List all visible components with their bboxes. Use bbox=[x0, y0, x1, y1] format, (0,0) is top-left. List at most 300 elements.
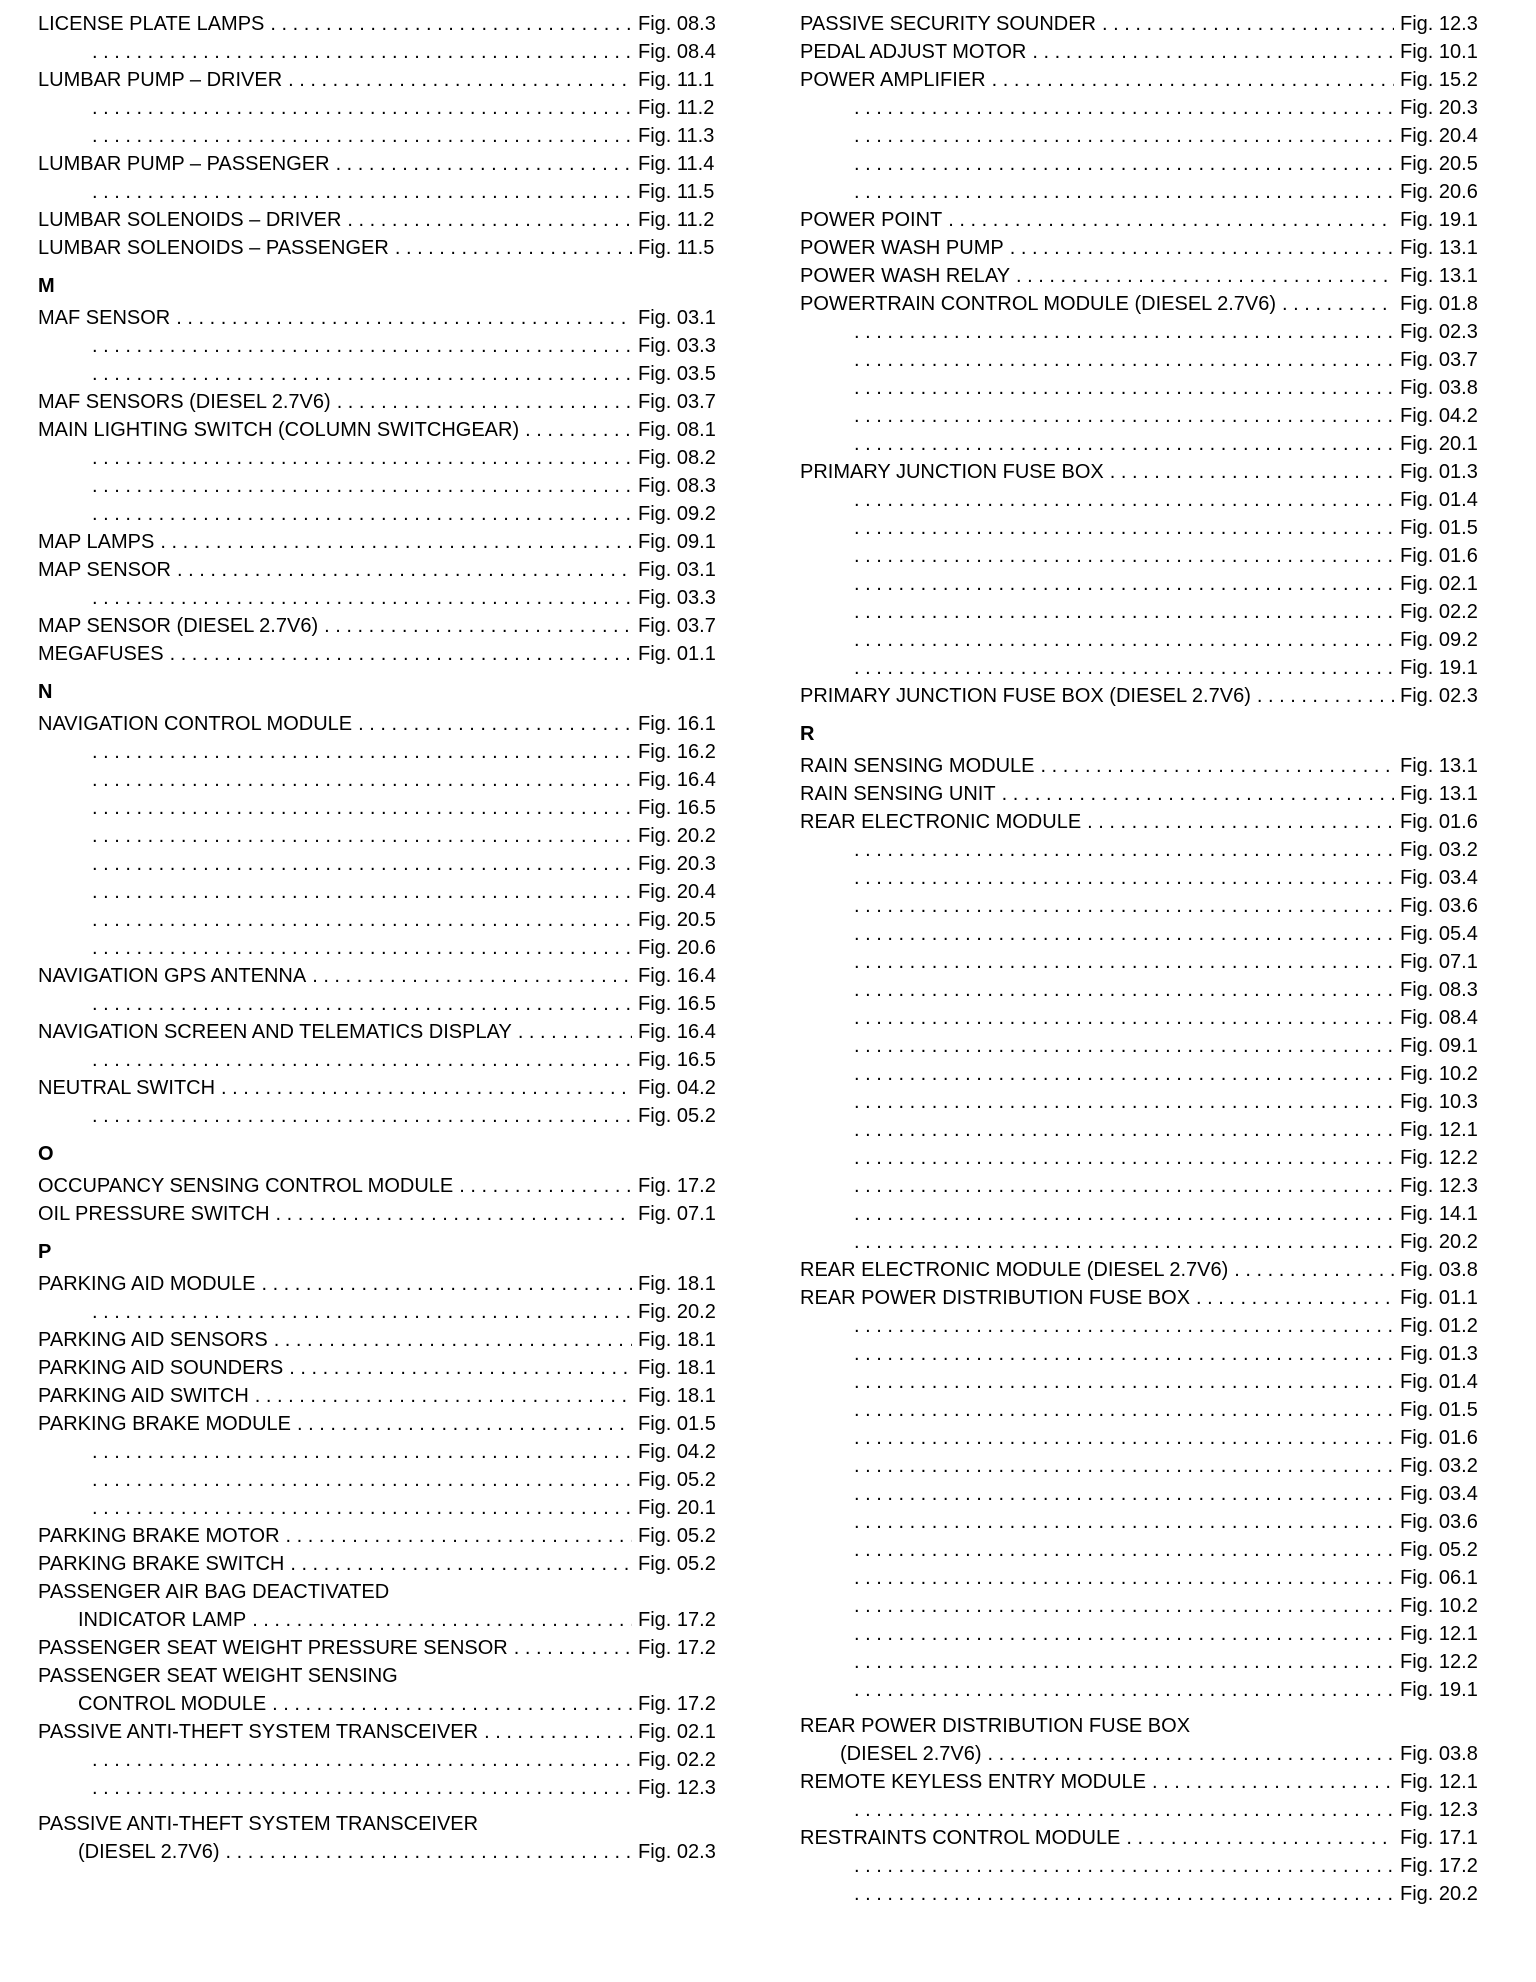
entry-name: POWER WASH RELAY bbox=[800, 265, 1011, 287]
dot-leader bbox=[514, 1634, 632, 1662]
dot-leader bbox=[358, 710, 632, 738]
figure-reference: Fig. 05.2 bbox=[638, 1553, 716, 1575]
figure-reference: Fig. 03.8 bbox=[1400, 377, 1478, 399]
figure-reference: Fig. 11.5 bbox=[638, 181, 715, 203]
entry-name: NAVIGATION SCREEN AND TELEMATICS DISPLAY bbox=[38, 1021, 512, 1043]
figure-reference: Fig. 03.4 bbox=[1400, 1483, 1478, 1505]
entry-name: LUMBAR PUMP – DRIVER bbox=[38, 69, 283, 91]
entry-name: POWER AMPLIFIER bbox=[800, 69, 986, 91]
figure-reference: Fig. 12.3 bbox=[1400, 13, 1478, 35]
dot-leader bbox=[854, 1368, 1394, 1396]
figure-reference: Fig. 20.6 bbox=[1400, 181, 1478, 203]
dot-leader bbox=[854, 486, 1394, 514]
index-continuation-row bbox=[38, 822, 724, 850]
index-continuation-row bbox=[38, 122, 724, 150]
index-entry-row bbox=[800, 1740, 1486, 1768]
dot-leader bbox=[92, 122, 632, 150]
dot-leader bbox=[854, 1200, 1394, 1228]
dot-leader bbox=[1102, 10, 1394, 38]
figure-reference: Fig. 03.8 bbox=[1400, 1743, 1478, 1765]
dot-leader bbox=[1040, 752, 1394, 780]
figure-reference: Fig. 05.2 bbox=[638, 1105, 716, 1127]
figure-reference: Fig. 17.2 bbox=[1400, 1855, 1478, 1877]
index-continuation-row bbox=[38, 766, 724, 794]
figure-reference: Fig. 13.1 bbox=[1400, 783, 1478, 805]
entry-name: PASSENGER SEAT WEIGHT PRESSURE SENSOR bbox=[38, 1637, 508, 1659]
entry-name: REAR ELECTRONIC MODULE (DIESEL 2.7V6) bbox=[800, 1259, 1229, 1281]
dot-leader bbox=[854, 1880, 1394, 1908]
index-continuation-row bbox=[38, 1466, 724, 1494]
dot-leader bbox=[92, 850, 632, 878]
dot-leader bbox=[92, 360, 632, 388]
figure-reference: Fig. 20.6 bbox=[638, 937, 716, 959]
index-continuation-row bbox=[38, 906, 724, 934]
dot-leader bbox=[854, 122, 1394, 150]
dot-leader bbox=[92, 878, 632, 906]
dot-leader bbox=[854, 1592, 1394, 1620]
dot-leader bbox=[854, 1676, 1394, 1704]
dot-leader bbox=[854, 1004, 1394, 1032]
figure-reference: Fig. 12.3 bbox=[638, 1777, 716, 1799]
dot-leader bbox=[854, 1852, 1394, 1880]
entry-name: MAF SENSORS (DIESEL 2.7V6) bbox=[38, 391, 331, 413]
entry-name: PASSIVE ANTI-THEFT SYSTEM TRANSCEIVER bbox=[38, 1813, 479, 1835]
index-continuation-row bbox=[800, 1116, 1486, 1144]
dot-leader bbox=[170, 640, 632, 668]
dot-leader bbox=[854, 892, 1394, 920]
figure-reference: Fig. 20.3 bbox=[638, 853, 716, 875]
index-entry-row bbox=[800, 234, 1486, 262]
dot-leader bbox=[1002, 780, 1394, 808]
figure-reference: Fig. 02.3 bbox=[1400, 321, 1478, 343]
index-continuation-row bbox=[38, 794, 724, 822]
figure-reference: Fig. 03.3 bbox=[638, 587, 716, 609]
dot-leader bbox=[854, 1144, 1394, 1172]
index-continuation-row bbox=[800, 1880, 1486, 1908]
dot-leader bbox=[854, 1116, 1394, 1144]
figure-reference: Fig. 11.2 bbox=[638, 209, 715, 231]
figure-reference: Fig. 01.8 bbox=[1400, 293, 1478, 315]
dot-leader bbox=[1234, 1256, 1394, 1284]
index-entry-row bbox=[800, 38, 1486, 66]
figure-reference: Fig. 13.1 bbox=[1400, 237, 1478, 259]
figure-reference: Fig. 03.2 bbox=[1400, 1455, 1478, 1477]
figure-reference: Fig. 05.2 bbox=[1400, 1539, 1478, 1561]
index-continuation-row bbox=[38, 934, 724, 962]
figure-reference: Fig. 20.4 bbox=[1400, 125, 1478, 147]
figure-reference: Fig. 01.2 bbox=[1400, 1315, 1478, 1337]
index-entry-row bbox=[800, 808, 1486, 836]
figure-reference: Fig. 04.2 bbox=[638, 1077, 716, 1099]
figure-reference: Fig. 17.2 bbox=[638, 1175, 716, 1197]
figure-reference: Fig. 17.1 bbox=[1400, 1827, 1478, 1849]
dot-leader bbox=[297, 1410, 632, 1438]
index-continuation-row bbox=[800, 1032, 1486, 1060]
index-continuation-row bbox=[800, 920, 1486, 948]
figure-reference: Fig. 19.1 bbox=[1400, 1679, 1478, 1701]
dot-leader bbox=[1010, 234, 1394, 262]
index-continuation-row bbox=[38, 94, 724, 122]
index-entry-row bbox=[800, 10, 1486, 38]
index-continuation-row bbox=[38, 1438, 724, 1466]
dot-leader bbox=[1152, 1768, 1394, 1796]
index-entry-row bbox=[38, 1270, 724, 1298]
section-letter-n: N bbox=[38, 681, 53, 703]
figure-reference: Fig. 08.4 bbox=[638, 41, 716, 63]
dot-leader bbox=[92, 1774, 632, 1802]
entry-name: RESTRAINTS CONTROL MODULE bbox=[800, 1827, 1121, 1849]
index-continuation-row bbox=[800, 1424, 1486, 1452]
figure-reference: Fig. 10.1 bbox=[1400, 41, 1478, 63]
index-entry-row bbox=[38, 1522, 724, 1550]
index-continuation-row bbox=[800, 1852, 1486, 1880]
figure-reference: Fig. 09.2 bbox=[1400, 629, 1478, 651]
figure-reference: Fig. 12.1 bbox=[1400, 1623, 1478, 1645]
index-continuation-row bbox=[800, 374, 1486, 402]
figure-reference: Fig. 10.2 bbox=[1400, 1595, 1478, 1617]
entry-name: PASSENGER AIR BAG DEACTIVATED bbox=[38, 1581, 390, 1603]
index-entry-row bbox=[38, 304, 724, 332]
figure-reference: Fig. 11.3 bbox=[638, 125, 715, 147]
index-entry-row bbox=[800, 1256, 1486, 1284]
index-continuation-row bbox=[800, 864, 1486, 892]
index-continuation-row bbox=[800, 1564, 1486, 1592]
index-continuation-row bbox=[38, 1102, 724, 1130]
dot-leader bbox=[1126, 1824, 1394, 1852]
figure-reference: Fig. 01.3 bbox=[1400, 1343, 1478, 1365]
dot-leader bbox=[395, 234, 632, 262]
dot-leader bbox=[854, 654, 1394, 682]
dot-leader bbox=[324, 612, 632, 640]
index-continuation-row bbox=[800, 486, 1486, 514]
index-continuation-row bbox=[38, 38, 724, 66]
dot-leader bbox=[312, 962, 632, 990]
figure-reference: Fig. 20.2 bbox=[1400, 1231, 1478, 1253]
dot-leader bbox=[854, 1480, 1394, 1508]
index-continuation-row bbox=[38, 444, 724, 472]
figure-reference: Fig. 12.2 bbox=[1400, 1651, 1478, 1673]
index-entry-row bbox=[38, 1838, 724, 1866]
dot-leader bbox=[347, 206, 632, 234]
index-continuation-row bbox=[800, 976, 1486, 1004]
index-entry-row bbox=[800, 262, 1486, 290]
figure-reference: Fig. 01.1 bbox=[638, 643, 716, 665]
dot-leader bbox=[854, 1172, 1394, 1200]
dot-leader bbox=[854, 626, 1394, 654]
dot-leader bbox=[854, 374, 1394, 402]
dot-leader bbox=[92, 444, 632, 472]
figure-reference: Fig. 17.2 bbox=[638, 1693, 716, 1715]
entry-spacer bbox=[38, 1802, 724, 1810]
index-entry-row bbox=[38, 1718, 724, 1746]
entry-name: REAR POWER DISTRIBUTION FUSE BOX bbox=[800, 1715, 1191, 1737]
figure-reference: Fig. 02.3 bbox=[1400, 685, 1478, 707]
entry-name: POWER POINT bbox=[800, 209, 943, 231]
index-entry-row bbox=[38, 1326, 724, 1354]
figure-reference: Fig. 03.6 bbox=[1400, 1511, 1478, 1533]
entry-name: PARKING AID MODULE bbox=[38, 1273, 256, 1295]
index-continuation-row bbox=[800, 402, 1486, 430]
dot-leader bbox=[176, 304, 632, 332]
index-continuation-row bbox=[800, 150, 1486, 178]
index-continuation-row bbox=[800, 430, 1486, 458]
figure-reference: Fig. 06.1 bbox=[1400, 1567, 1478, 1589]
figure-reference: Fig. 20.2 bbox=[1400, 1883, 1478, 1905]
index-continuation-row bbox=[38, 1298, 724, 1326]
index-continuation-row bbox=[800, 318, 1486, 346]
entry-name: REMOTE KEYLESS ENTRY MODULE bbox=[800, 1771, 1147, 1793]
figure-reference: Fig. 02.3 bbox=[638, 1841, 716, 1863]
figure-reference: Fig. 04.2 bbox=[638, 1441, 716, 1463]
index-continuation-row bbox=[800, 1340, 1486, 1368]
index-continuation-row bbox=[38, 332, 724, 360]
entry-name: NEUTRAL SWITCH bbox=[38, 1077, 216, 1099]
figure-reference: Fig. 20.1 bbox=[638, 1497, 716, 1519]
index-entry-row bbox=[38, 1634, 724, 1662]
index-continuation-row bbox=[38, 472, 724, 500]
index-entry-row bbox=[800, 1284, 1486, 1312]
entry-name: MAP LAMPS bbox=[38, 531, 155, 553]
index-continuation-row bbox=[38, 1046, 724, 1074]
dot-leader bbox=[854, 1228, 1394, 1256]
index-entry-row bbox=[38, 640, 724, 668]
dot-leader bbox=[290, 1550, 632, 1578]
index-continuation-row bbox=[800, 1796, 1486, 1824]
figure-reference: Fig. 16.1 bbox=[638, 713, 716, 735]
figure-reference: Fig. 12.3 bbox=[1400, 1799, 1478, 1821]
index-entry-row bbox=[38, 1200, 724, 1228]
dot-leader bbox=[92, 1746, 632, 1774]
index-continuation-row bbox=[800, 1312, 1486, 1340]
dot-leader bbox=[1016, 262, 1394, 290]
dot-leader bbox=[92, 1102, 632, 1130]
index-continuation-row bbox=[800, 836, 1486, 864]
figure-reference: Fig. 07.1 bbox=[638, 1203, 716, 1225]
dot-leader bbox=[92, 332, 632, 360]
dot-leader bbox=[226, 1838, 632, 1866]
figure-reference: Fig. 01.4 bbox=[1400, 1371, 1478, 1393]
index-continuation-row bbox=[800, 1508, 1486, 1536]
index-continuation-row bbox=[38, 1774, 724, 1802]
index-entry-row bbox=[38, 1550, 724, 1578]
dot-leader bbox=[270, 10, 632, 38]
figure-reference: Fig. 01.3 bbox=[1400, 461, 1478, 483]
dot-leader bbox=[854, 514, 1394, 542]
dot-leader bbox=[221, 1074, 632, 1102]
index-continuation-row bbox=[800, 1368, 1486, 1396]
figure-reference: Fig. 01.6 bbox=[1400, 811, 1478, 833]
index-continuation-row bbox=[38, 584, 724, 612]
index-continuation-row bbox=[800, 1536, 1486, 1564]
entry-name: MAP SENSOR (DIESEL 2.7V6) bbox=[38, 615, 319, 637]
index-continuation-row bbox=[800, 1452, 1486, 1480]
dot-leader bbox=[854, 570, 1394, 598]
figure-reference: Fig. 09.1 bbox=[638, 531, 716, 553]
dot-leader bbox=[854, 1452, 1394, 1480]
dot-leader bbox=[459, 1172, 632, 1200]
figure-reference: Fig. 03.1 bbox=[638, 307, 716, 329]
index-continuation-row bbox=[800, 948, 1486, 976]
dot-leader bbox=[288, 66, 632, 94]
figure-reference: Fig. 01.4 bbox=[1400, 489, 1478, 511]
index-entry-row bbox=[38, 962, 724, 990]
index-entry-row bbox=[38, 234, 724, 262]
entry-name: REAR ELECTRONIC MODULE bbox=[800, 811, 1082, 833]
dot-leader bbox=[92, 584, 632, 612]
dot-leader bbox=[525, 416, 632, 444]
figure-reference: Fig. 19.1 bbox=[1400, 657, 1478, 679]
dot-leader bbox=[854, 864, 1394, 892]
figure-reference: Fig. 10.2 bbox=[1400, 1063, 1478, 1085]
index-entry-row bbox=[38, 1606, 724, 1634]
figure-reference: Fig. 03.7 bbox=[638, 615, 716, 637]
entry-name: (DIESEL 2.7V6) bbox=[78, 1841, 220, 1863]
index-continuation-row bbox=[800, 654, 1486, 682]
section-letter-m: M bbox=[38, 275, 55, 297]
figure-reference: Fig. 03.6 bbox=[1400, 895, 1478, 917]
dot-leader bbox=[92, 906, 632, 934]
figure-reference: Fig. 12.3 bbox=[1400, 1175, 1478, 1197]
entry-name: PARKING BRAKE SWITCH bbox=[38, 1553, 285, 1575]
figure-reference: Fig. 08.3 bbox=[638, 475, 716, 497]
entry-name: PARKING AID SWITCH bbox=[38, 1385, 249, 1407]
dot-leader bbox=[854, 178, 1394, 206]
figure-reference: Fig. 08.1 bbox=[638, 419, 716, 441]
dot-leader bbox=[854, 836, 1394, 864]
dot-leader bbox=[854, 94, 1394, 122]
dot-leader bbox=[1087, 808, 1394, 836]
dot-leader bbox=[286, 1522, 632, 1550]
entry-name: MAF SENSOR bbox=[38, 307, 171, 329]
dot-leader bbox=[854, 1508, 1394, 1536]
index-continuation-row bbox=[800, 1592, 1486, 1620]
figure-reference: Fig. 08.4 bbox=[1400, 1007, 1478, 1029]
figure-reference: Fig. 18.1 bbox=[638, 1357, 716, 1379]
dot-leader bbox=[854, 1564, 1394, 1592]
index-continuation-row bbox=[800, 346, 1486, 374]
figure-reference: Fig. 19.1 bbox=[1400, 209, 1478, 231]
dot-leader bbox=[92, 178, 632, 206]
index-entry-row bbox=[38, 206, 724, 234]
dot-leader bbox=[92, 1466, 632, 1494]
index-continuation-row bbox=[38, 990, 724, 1018]
dot-leader bbox=[92, 1494, 632, 1522]
figure-reference: Fig. 16.5 bbox=[638, 1049, 716, 1071]
figure-reference: Fig. 20.5 bbox=[1400, 153, 1478, 175]
dot-leader bbox=[92, 766, 632, 794]
index-continuation-row bbox=[800, 1620, 1486, 1648]
dot-leader bbox=[92, 1298, 632, 1326]
figure-reference: Fig. 08.3 bbox=[1400, 979, 1478, 1001]
figure-reference: Fig. 03.2 bbox=[1400, 839, 1478, 861]
index-continuation-row bbox=[38, 878, 724, 906]
section-letter-o: O bbox=[38, 1143, 54, 1165]
figure-reference: Fig. 10.3 bbox=[1400, 1091, 1478, 1113]
index-entry-row bbox=[38, 1172, 724, 1200]
index-continuation-row bbox=[800, 1004, 1486, 1032]
entry-name: PARKING BRAKE MODULE bbox=[38, 1413, 292, 1435]
index-continuation-row bbox=[800, 542, 1486, 570]
figure-reference: Fig. 17.2 bbox=[638, 1637, 716, 1659]
dot-leader bbox=[1110, 458, 1394, 486]
dot-leader bbox=[1196, 1284, 1394, 1312]
dot-leader bbox=[854, 1648, 1394, 1676]
figure-reference: Fig. 16.5 bbox=[638, 797, 716, 819]
dot-leader bbox=[274, 1326, 632, 1354]
index-continuation-row bbox=[800, 598, 1486, 626]
index-entry-row bbox=[38, 1662, 724, 1690]
index-continuation-row bbox=[800, 1088, 1486, 1116]
dot-leader bbox=[92, 990, 632, 1018]
figure-reference: Fig. 05.4 bbox=[1400, 923, 1478, 945]
figure-reference: Fig. 16.5 bbox=[638, 993, 716, 1015]
index-continuation-row bbox=[800, 1480, 1486, 1508]
figure-reference: Fig. 18.1 bbox=[638, 1385, 716, 1407]
entry-name: LUMBAR SOLENOIDS – PASSENGER bbox=[38, 237, 389, 259]
figure-reference: Fig. 11.5 bbox=[638, 237, 715, 259]
entry-name: LICENSE PLATE LAMPS bbox=[38, 13, 265, 35]
index-entry-row bbox=[38, 66, 724, 94]
dot-leader bbox=[854, 402, 1394, 430]
dot-leader bbox=[255, 1382, 632, 1410]
entry-name: MEGAFUSES bbox=[38, 643, 164, 665]
dot-leader bbox=[854, 1396, 1394, 1424]
entry-name: PARKING AID SENSORS bbox=[38, 1329, 268, 1351]
figure-reference: Fig. 01.6 bbox=[1400, 1427, 1478, 1449]
dot-leader bbox=[272, 1690, 632, 1718]
dot-leader bbox=[988, 1740, 1394, 1768]
entry-name: PEDAL ADJUST MOTOR bbox=[800, 41, 1027, 63]
figure-reference: Fig. 16.4 bbox=[638, 1021, 716, 1043]
figure-reference: Fig. 01.6 bbox=[1400, 545, 1478, 567]
dot-leader bbox=[177, 556, 632, 584]
entry-name: INDICATOR LAMP bbox=[78, 1609, 247, 1631]
index-entry-row bbox=[800, 206, 1486, 234]
figure-reference: Fig. 02.1 bbox=[1400, 573, 1478, 595]
dot-leader bbox=[854, 1796, 1394, 1824]
index-continuation-row bbox=[800, 1060, 1486, 1088]
dot-leader bbox=[854, 1424, 1394, 1452]
figure-reference: Fig. 01.5 bbox=[1400, 1399, 1478, 1421]
index-entry-row bbox=[800, 1824, 1486, 1852]
figure-reference: Fig. 18.1 bbox=[638, 1273, 716, 1295]
figure-reference: Fig. 03.3 bbox=[638, 335, 716, 357]
figure-reference: Fig. 12.1 bbox=[1400, 1771, 1478, 1793]
index-continuation-row bbox=[800, 1200, 1486, 1228]
figure-reference: Fig. 12.1 bbox=[1400, 1119, 1478, 1141]
dot-leader bbox=[854, 542, 1394, 570]
dot-leader bbox=[92, 822, 632, 850]
dot-leader bbox=[484, 1718, 632, 1746]
index-entry-row bbox=[38, 1354, 724, 1382]
entry-name: RAIN SENSING UNIT bbox=[800, 783, 996, 805]
figure-reference: Fig. 09.1 bbox=[1400, 1035, 1478, 1057]
figure-reference: Fig. 05.2 bbox=[638, 1525, 716, 1547]
figure-reference: Fig. 20.5 bbox=[638, 909, 716, 931]
index-entry-row bbox=[38, 1410, 724, 1438]
dot-leader bbox=[854, 430, 1394, 458]
section-letter-r: R bbox=[800, 723, 815, 745]
index-continuation-row bbox=[38, 360, 724, 388]
dot-leader bbox=[1032, 38, 1394, 66]
dot-leader bbox=[276, 1200, 632, 1228]
dot-leader bbox=[854, 318, 1394, 346]
dot-leader bbox=[92, 794, 632, 822]
index-continuation-row bbox=[38, 500, 724, 528]
dot-leader bbox=[854, 1340, 1394, 1368]
index-entry-row bbox=[38, 710, 724, 738]
figure-reference: Fig. 18.1 bbox=[638, 1329, 716, 1351]
